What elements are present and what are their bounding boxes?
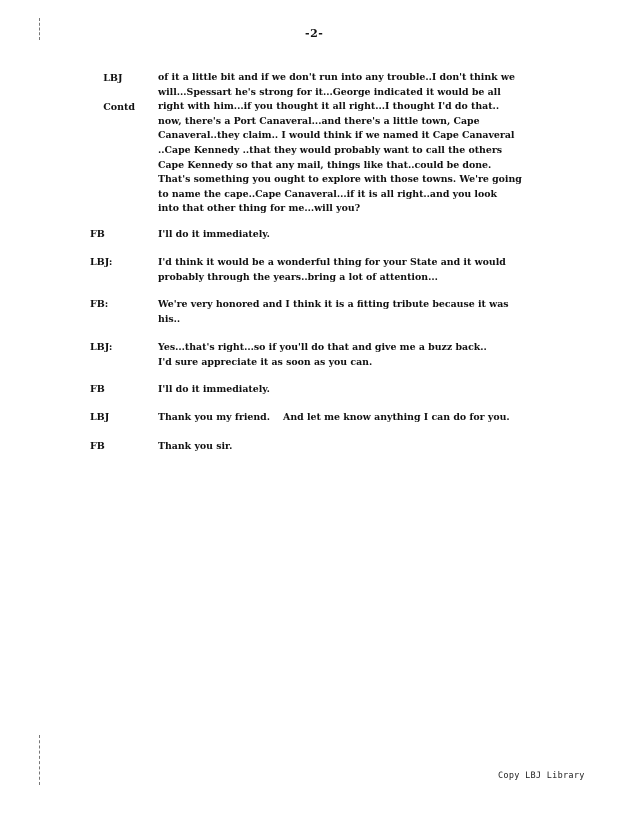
dialogue-text <box>158 71 598 217</box>
text-line: Thank you sir. <box>158 441 233 452</box>
text-line: Yes...that's right...so if you'll do that and give me a buzz back.. <box>158 342 487 353</box>
speaker-label: LBJ <box>90 412 110 423</box>
text-line: to name the cape..Cape Canaveral...if it is all right..and you look <box>158 188 497 200</box>
speaker-label: FB: <box>90 299 109 310</box>
text-line: his.. <box>158 313 181 325</box>
dialogue-text <box>158 440 598 455</box>
text-line: right with him...if you thought it all right...I thought I'd do that.. <box>158 101 500 113</box>
speaker-label: FB <box>90 384 105 395</box>
left-margin-mark <box>39 18 40 40</box>
text-line: will...Spessart he's strong for it...George indicated it would be all <box>158 86 501 98</box>
text-line: I'd think it would be a wonderful thing for your State and it would <box>158 257 506 268</box>
continued-label: Contd <box>103 101 136 113</box>
left-margin-mark <box>39 735 40 785</box>
dialogue-text <box>158 256 598 285</box>
text-line: Canaveral..they claim.. I would think if we named it Cape Canaveral <box>158 130 515 142</box>
text-line: That's something you ought to explore with those towns. We're going <box>158 174 522 186</box>
dialogue-text <box>158 411 598 426</box>
text-line: of it a little bit and if we don't run into any trouble..I don't think we <box>158 72 515 83</box>
text-line: now, there's a Port Canaveral...and there's a little town, Cape <box>158 115 480 127</box>
text-line: Thank you my friend. And let me know anything I can do for you. <box>158 412 510 423</box>
dialogue-text <box>158 383 598 398</box>
text-line: I'd sure appreciate it as soon as you can. <box>158 356 373 368</box>
text-line: We're very honored and I think it is a fitting tribute because it was <box>158 299 509 310</box>
text-line: probably through the years..bring a lot of attention... <box>158 271 438 283</box>
speaker-label: LBJ: <box>90 342 113 353</box>
speaker-label <box>90 57 135 130</box>
dialogue-text <box>158 298 598 327</box>
copy-stamp: Copy LBJ Library <box>498 771 585 781</box>
speaker-label: FB <box>90 441 105 452</box>
speaker-name: LBJ <box>103 72 123 84</box>
text-line: Cape Kennedy so that any mail, things like that..could be done. <box>158 159 492 171</box>
text-line: I'll do it immediately. <box>158 384 270 395</box>
text-line: ..Cape Kennedy ..that they would probably want to call the others <box>158 144 503 156</box>
text-line: I'll do it immediately. <box>158 229 270 240</box>
dialogue-text <box>158 341 598 370</box>
speaker-label: FB <box>90 229 105 240</box>
text-line: into that other thing for me...will you? <box>158 203 361 215</box>
page-number: -2- <box>305 27 324 40</box>
dialogue-text <box>158 228 598 243</box>
speaker-label: LBJ: <box>90 257 113 268</box>
